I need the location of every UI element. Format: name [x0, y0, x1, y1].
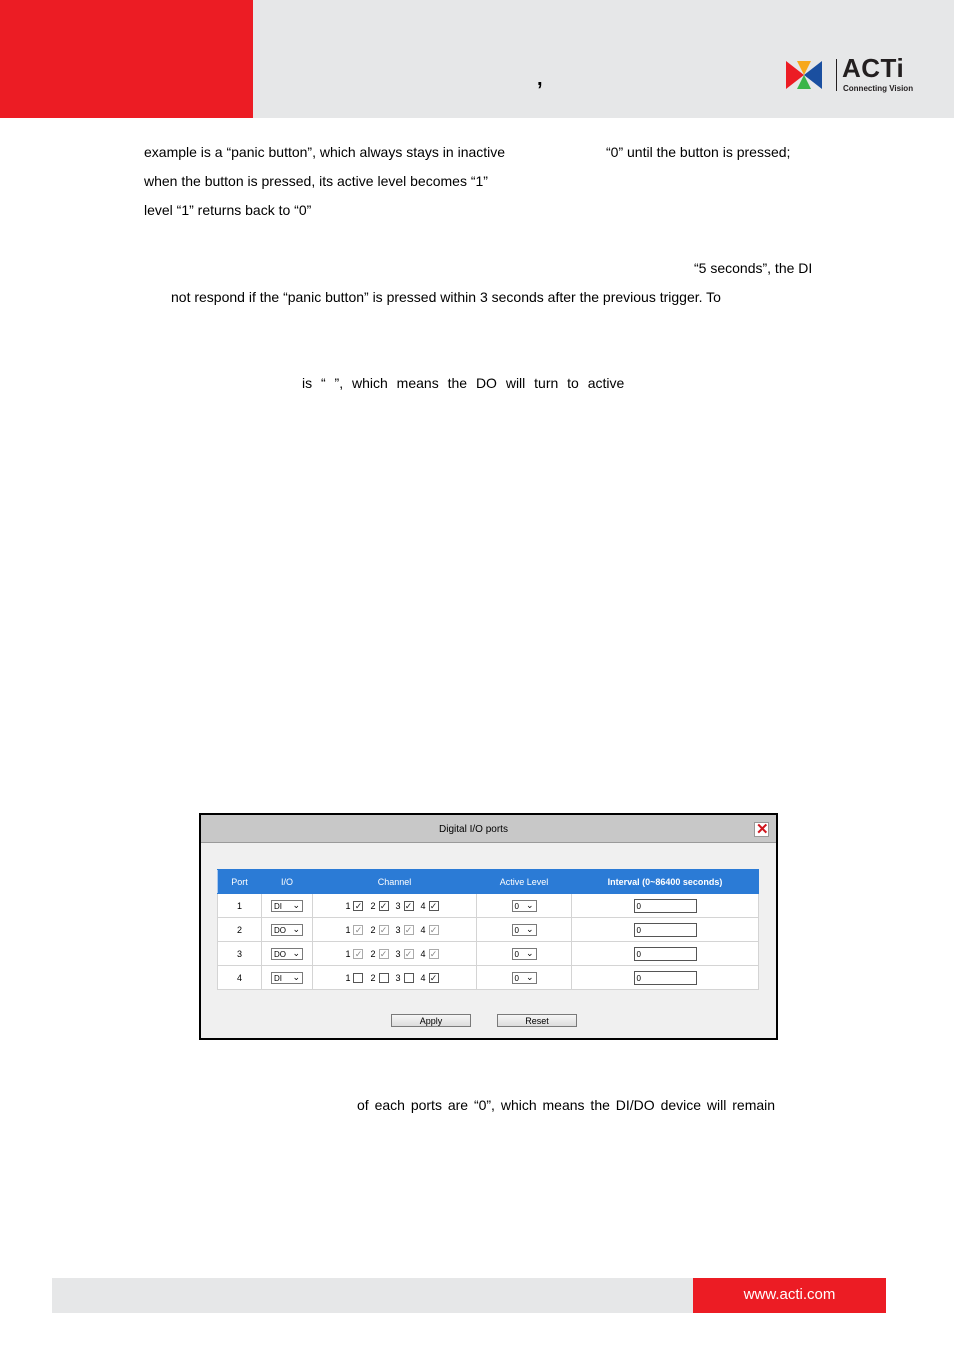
- channel-number: 1: [345, 924, 351, 935]
- channel-cell: [313, 918, 477, 942]
- port-number: 1: [218, 894, 262, 918]
- interval-input[interactable]: 0: [634, 947, 697, 961]
- chevron-down-icon: ⌄: [292, 971, 300, 982]
- io-select[interactable]: [271, 972, 303, 984]
- body-line-1b: “0” until the button is pressed;: [606, 144, 791, 160]
- channel-number: 4: [420, 924, 426, 935]
- channel-number: 1: [345, 972, 351, 983]
- channel-checkbox[interactable]: [379, 973, 389, 983]
- footer-url[interactable]: www.acti.com: [743, 1286, 836, 1303]
- logo-wordmark: ACTi: [842, 53, 905, 83]
- channel-number: 3: [395, 972, 401, 983]
- channel-checkbox[interactable]: ✓: [429, 972, 438, 983]
- channel-checkbox: ✓: [404, 924, 413, 935]
- body-line-7: of each ports are “0”, which means the DI/DO device will remain: [357, 1097, 776, 1113]
- chevron-down-icon: ⌄: [292, 899, 300, 910]
- io-select[interactable]: [271, 900, 303, 912]
- body-line-5: not respond if the “panic button” is pressed within 3 seconds after the previous trigger. To: [171, 289, 721, 305]
- footer-gray-band: [52, 1278, 693, 1313]
- digital-io-dialog: [199, 813, 778, 1040]
- col-io: I/O: [262, 870, 313, 894]
- channel-number: 1: [345, 900, 351, 911]
- channel-checkbox: ✓: [404, 948, 413, 959]
- io-ports-table: [217, 869, 759, 990]
- channel-checkbox[interactable]: ✓: [429, 900, 438, 911]
- acti-logo: [784, 53, 924, 97]
- body-line-3: level “1” returns back to “0”: [144, 202, 312, 218]
- channel-number: 1: [345, 948, 351, 959]
- col-interval: Interval (0~86400 seconds): [572, 870, 759, 894]
- header-comma: ,: [537, 68, 543, 90]
- active-level-value: 0: [514, 925, 519, 935]
- table-row: [218, 966, 759, 990]
- channel-number: 2: [370, 972, 376, 983]
- io-value: DO: [274, 925, 286, 935]
- channel-checkbox: ✓: [379, 924, 388, 935]
- body-line-2: when the button is pressed, its active level becomes “1”: [144, 173, 488, 189]
- channel-checkbox[interactable]: [404, 973, 414, 983]
- interval-input[interactable]: 0: [634, 971, 697, 985]
- channel-checkbox[interactable]: ✓: [354, 900, 363, 911]
- io-value: DI: [274, 901, 282, 911]
- channel-number: 4: [420, 972, 426, 983]
- channel-number: 3: [395, 924, 401, 935]
- channel-number: 3: [395, 900, 401, 911]
- chevron-down-icon: ⌄: [292, 923, 300, 934]
- apply-button[interactable]: Apply: [391, 1014, 471, 1027]
- io-value: DO: [274, 949, 286, 959]
- chevron-down-icon: ⌄: [292, 947, 300, 958]
- chevron-down-icon: ⌄: [525, 947, 534, 958]
- channel-number: 4: [420, 900, 426, 911]
- io-value: DI: [274, 973, 282, 983]
- table-row: [218, 894, 759, 918]
- channel-number: 3: [395, 948, 401, 959]
- channel-checkbox[interactable]: ✓: [404, 900, 413, 911]
- body-line-4: “5 seconds”, the DI: [694, 260, 813, 276]
- interval-input[interactable]: 0: [634, 899, 697, 913]
- port-number: 4: [218, 966, 262, 990]
- col-port: Port: [218, 870, 262, 894]
- channel-number: 4: [420, 948, 426, 959]
- table-header-row: [218, 870, 759, 894]
- chevron-down-icon: ⌄: [525, 971, 534, 982]
- dialog-titlebar: [201, 815, 776, 843]
- channel-checkbox[interactable]: ✓: [379, 900, 388, 911]
- active-level-value: 0: [514, 949, 519, 959]
- channel-cell: [313, 894, 477, 918]
- active-level-select[interactable]: [512, 900, 537, 912]
- channel-checkbox: ✓: [354, 948, 363, 959]
- reset-button[interactable]: Reset: [497, 1014, 577, 1027]
- table-row: [218, 942, 759, 966]
- channel-checkbox[interactable]: [353, 973, 363, 983]
- col-active-level: Active Level: [477, 870, 572, 894]
- footer-red-block: [693, 1278, 886, 1313]
- table-row: [218, 918, 759, 942]
- dialog-title: Digital I/O ports: [439, 824, 508, 835]
- channel-checkbox: ✓: [429, 924, 438, 935]
- port-number: 2: [218, 918, 262, 942]
- logo-tagline: Connecting Vision: [843, 84, 914, 93]
- logo-icon: [784, 57, 834, 93]
- body-line-6: is “ ”, which means the DO will turn to active: [302, 375, 625, 391]
- active-level-select[interactable]: [512, 972, 537, 984]
- port-number: 3: [218, 942, 262, 966]
- header-red-block: [0, 0, 253, 118]
- active-level-value: 0: [514, 901, 519, 911]
- io-select[interactable]: [271, 924, 303, 936]
- close-icon: ✕: [756, 821, 769, 838]
- channel-checkbox: ✓: [379, 948, 388, 959]
- active-level-select[interactable]: [512, 948, 537, 960]
- channel-cell: [313, 966, 477, 990]
- interval-input[interactable]: 0: [634, 923, 697, 937]
- channel-cell: [313, 942, 477, 966]
- channel-number: 2: [370, 924, 376, 935]
- channel-checkbox: ✓: [354, 924, 363, 935]
- channel-number: 2: [370, 900, 376, 911]
- io-select[interactable]: [271, 948, 303, 960]
- channel-checkbox: ✓: [429, 948, 438, 959]
- col-channel: Channel: [313, 870, 477, 894]
- chevron-down-icon: ⌄: [525, 899, 534, 910]
- logo-divider: [836, 59, 837, 91]
- body-line-1a: example is a “panic button”, which always stays in inactive: [144, 144, 506, 160]
- active-level-value: 0: [514, 973, 519, 983]
- channel-number: 2: [370, 948, 376, 959]
- close-button[interactable]: [754, 822, 769, 837]
- active-level-select[interactable]: [512, 924, 537, 936]
- chevron-down-icon: ⌄: [525, 923, 534, 934]
